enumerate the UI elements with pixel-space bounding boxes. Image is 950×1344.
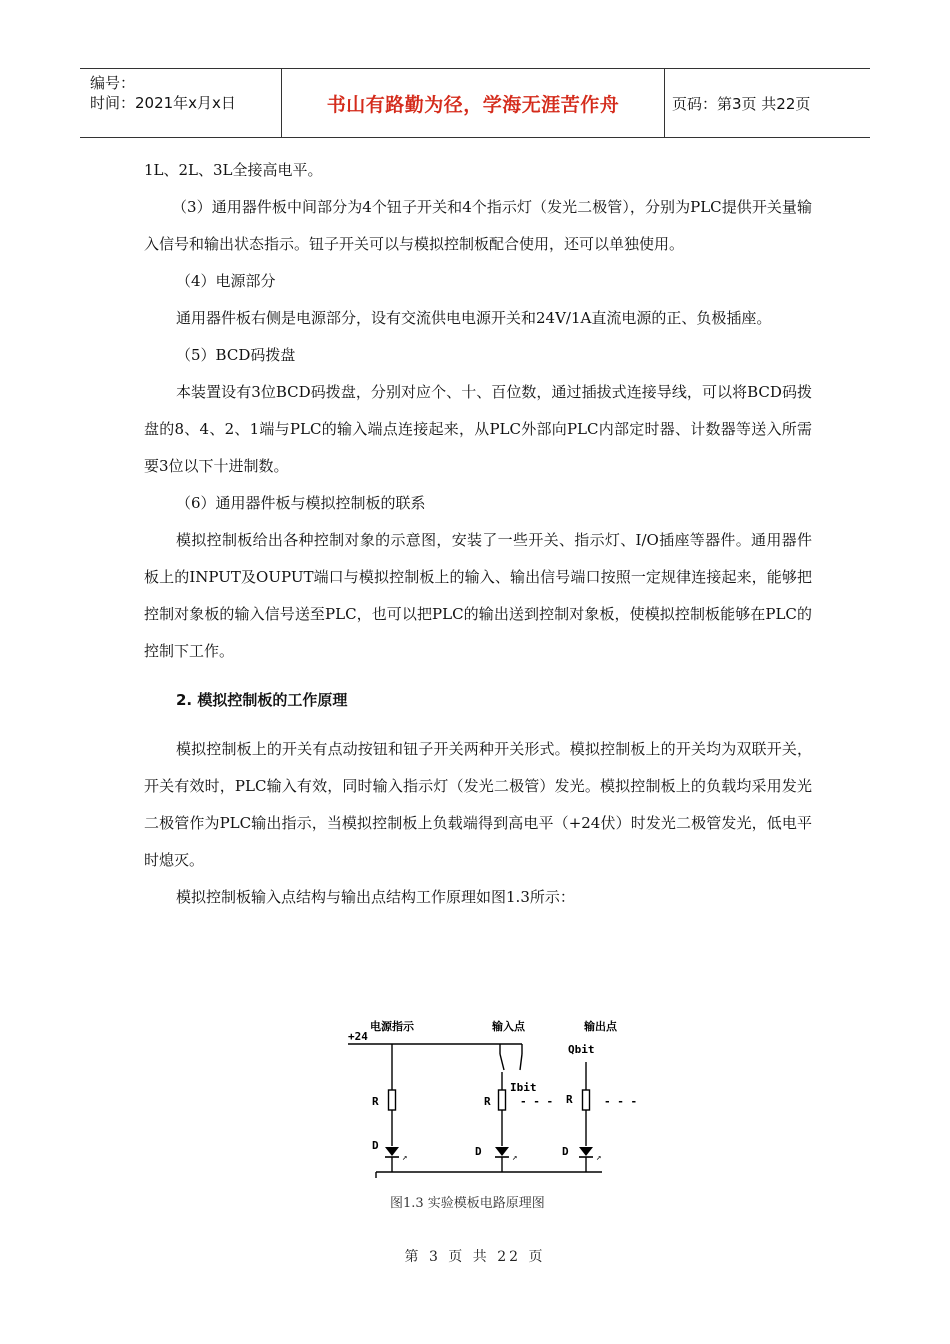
label-power: 电源指示 <box>370 1020 414 1033</box>
label-dash: - - - <box>520 1095 554 1108</box>
svg-text:↗: ↗ <box>596 1153 602 1163</box>
header-date: 时间：2021年x月x日 <box>90 94 236 112</box>
page-footer: 第 3 页 共 22 页 <box>404 1249 546 1265</box>
label-r: R <box>372 1095 379 1108</box>
paragraph: 本装置设有3位BCD码拨盘，分别对应个、十、百位数，通过插拔式连接导线，可以将BCD码拨盘的8、4、2、1端与PLC的输入端点连接起来，从PLC外部向PLC内部定时器、计数器等送入所需要3位以下十进制数。 <box>144 383 812 475</box>
label-d: D <box>372 1139 379 1152</box>
label-dash: - - - <box>604 1095 638 1108</box>
section-title: 2. 模拟控制板的工作原理 <box>176 691 348 709</box>
label-d: D <box>475 1145 482 1158</box>
header-meta <box>90 73 236 113</box>
paragraph: （3）通用器件板中间部分为4个钮子开关和4个指示灯（发光二极管），分别为PLC提供开关量输入信号和输出状态指示。钮子开关可以与模拟控制板配合使用，还可以单独使用。 <box>144 198 812 253</box>
label-r: R <box>484 1095 491 1108</box>
paragraph: 模拟控制板上的开关有点动按钮和钮子开关两种开关形式。模拟控制板上的开关均为双联开关，开关有效时，PLC输入有效，同时输入指示灯（发光二极管）发光。模拟控制板上的负载均采用发光二极管作为PLC输出指示，当模拟控制板上负载端得到高电平（+24伏）时发光二极管发光，低电平时熄灭。 <box>144 740 812 869</box>
subsection-heading: （6）通用器件板与模拟控制板的联系 <box>176 494 426 512</box>
svg-text:↗: ↗ <box>512 1153 518 1163</box>
label-r: R <box>566 1093 573 1106</box>
label-plus24: +24 <box>348 1030 368 1043</box>
paragraph: 通用器件板右侧是电源部分，设有交流供电电源开关和24V/1A直流电源的正、负极插座。 <box>176 309 772 327</box>
subsection-heading: （5）BCD码拨盘 <box>176 346 296 364</box>
header-motto: 书山有路勤为径，学海无涯苦作舟 <box>281 69 665 137</box>
subsection-heading: （4）电源部分 <box>176 272 276 290</box>
svg-text:↗: ↗ <box>402 1153 408 1163</box>
header-page-number: 页码：第3页 共22页 <box>672 94 811 113</box>
paragraph: 模拟控制板给出各种控制对象的示意图，安装了一些开关、指示灯、I/O插座等器件。通用器件板上的INPUT及OUPUT端口与模拟控制板上的输入、输出信号端口按照一定规律连接起来，能够把控制对象板的输入信号送至PLC，也可以把PLC的输出送到控制对象板，使模拟控制板能够在PLC的控制下工作。 <box>144 531 812 660</box>
label-d: D <box>562 1145 569 1158</box>
label-output: 输出点 <box>584 1020 617 1033</box>
label-input: 输入点 <box>492 1020 525 1033</box>
paragraph: 1L、2L、3L全接高电平。 <box>144 161 323 179</box>
header-number: 编号： <box>90 74 136 92</box>
document-body <box>144 152 812 916</box>
label-ibit: Ibit <box>510 1081 537 1094</box>
label-qbit: Qbit <box>568 1043 595 1056</box>
circuit-diagram <box>330 1010 638 1195</box>
paragraph: 模拟控制板输入点结构与输出点结构工作原理如图1.3所示： <box>176 888 575 906</box>
figure-caption: 图1.3 实验模板电路原理图 <box>390 1196 545 1211</box>
page-header <box>80 68 870 138</box>
